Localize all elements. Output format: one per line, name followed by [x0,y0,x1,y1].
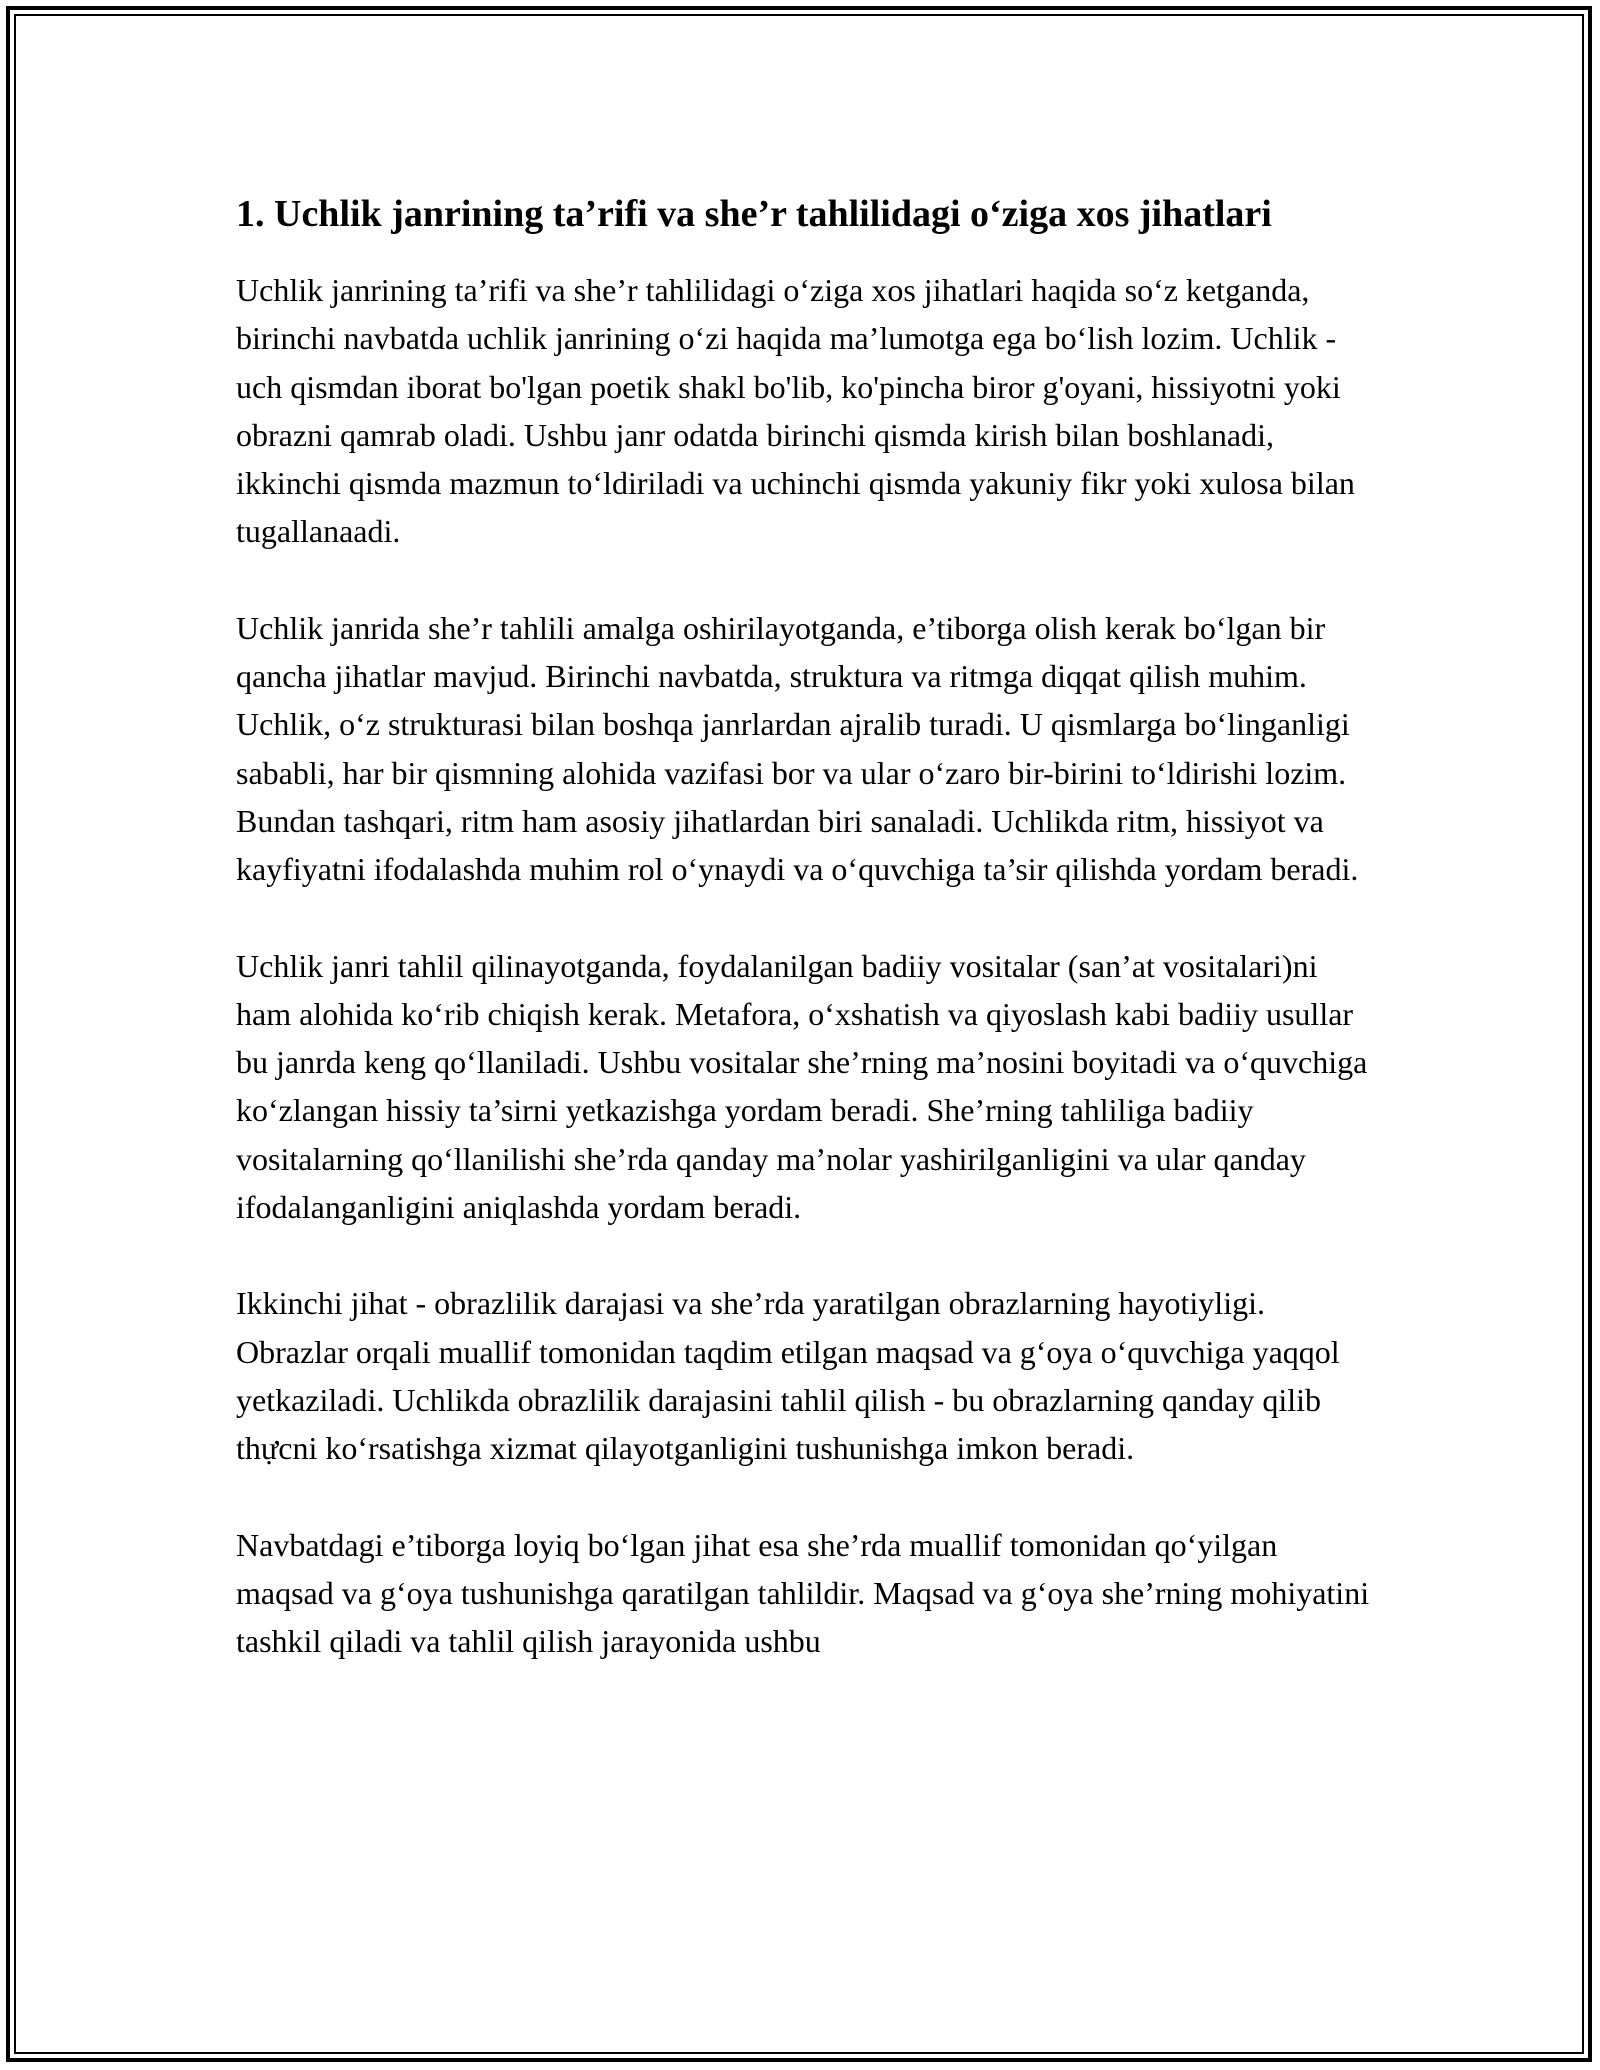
paragraph-3: Uchlik janri tahlil qilinayotganda, foydalanilgan badiiy vositalar (san’at vositalari)ni ham alohida ko‘rib chiqish kerak. Metafora, o‘xshatish va qiyoslash kabi badiiy usullar bu janrda keng qo‘llaniladi. Ushbu vositalar she’rning ma’nosini boyitadi va o‘quvchiga ko‘zlangan hissiy ta’sirni yetkazishga yordam beradi. She’rning tahliliga badiiy vositalarning qo‘llanilishi she’rda qanday ma’nolar yashirilganligini va ular qanday ifodalanganligini aniqlashda yordam beradi. [236,947,1368,1226]
document-body [236,186,1376,1665]
paragraph-4: Ikkinchi jihat - obrazlilik darajasi va she’rda yaratilgan obrazlarning hayotiyligi. Obrazlar orqali muallif tomonidan taqdim etilgan maqsad va g‘oya o‘quvchiga yaqqol yetkaziladi. Uchlikda obrazlilik darajasini tahlil qilish - bu obrazlarning qanday qilib thựcni ko‘rsatishga xizmat qilayotganligini tushunishga imkon beradi. [236,1285,1340,1467]
paragraph-5: Navbatdagi e’tiborga loyiq bo‘lgan jihat esa she’rda muallif tomonidan qo‘yilgan maqsad va g‘oya tushunishga qaratilgan tahlildir. Maqsad va g‘oya she’rning mohiyatini tashkil qiladi va tahlil qilish jarayonida ushbu [236,1526,1370,1660]
paragraph-2: Uchlik janrida she’r tahlili amalga oshirilayotganda, e’tiborga olish kerak bo‘lgan bir qancha jihatlar mavjud. Birinchi navbatda, struktura va ritmga diqqat qilish muhim. Uchlik, o‘z strukturasi bilan boshqa janrlardan ajralib turadi. U qismlarga bo‘linganligi sababli, har bir qismning alohida vazifasi bor va ular o‘zaro bir-birini to‘ldirishi lozim. Bundan tashqari, ritm ham asosiy jihatlardan biri sanaladi. Uchlikda ritm, hissiyot va kayfiyatni ifodalashda muhim rol o‘ynaydi va o‘quvchiga ta’sir qilishda yordam beradi. [236,609,1359,888]
section-heading: 1. Uchlik janrining ta’rifi va she’r tahlilidagi o‘ziga xos jihatlari [236,193,1272,235]
paragraph-1: Uchlik janrining ta’rifi va she’r tahlilidagi o‘ziga xos jihatlari haqida so‘z ketganda, birinchi navbatda uchlik janrining o‘zi haqida ma’lumotga ega bo‘lish lozim. Uchlik - uch qismdan iborat bo'lgan poetik shakl bo'lib, ko'pincha biror g'oyani, hissiyotni yoki obrazni qamrab oladi. Ushbu janr odatda birinchi qismda kirish bilan boshlanadi, ikkinchi qismda mazmun to‘ldiriladi va uchinchi qismda yakuniy fikr yoki xulosa bilan tugallanaadi. [236,272,1355,550]
